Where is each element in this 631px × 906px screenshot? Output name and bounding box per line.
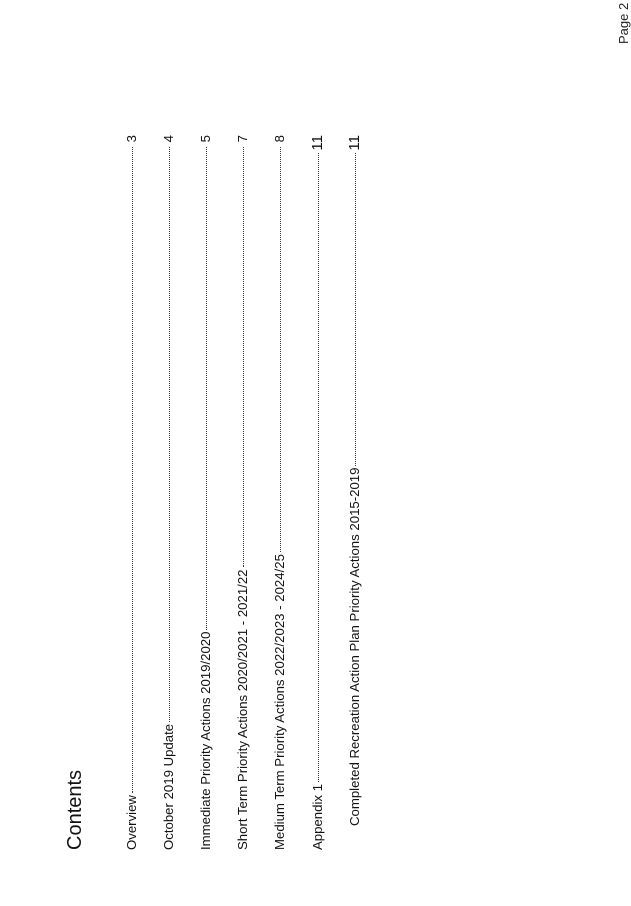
toc-entry-page-number: 11 [346, 135, 363, 151]
toc-entry-page-number: 3 [124, 135, 139, 143]
contents-heading: Contents [64, 769, 86, 850]
page-number-footer: Page 2 [616, 2, 631, 44]
toc-entry-appendix-1[interactable] [309, 135, 346, 850]
toc-dot-leader [355, 153, 356, 466]
toc-entry-page-number: 4 [161, 135, 176, 143]
toc-entry-immediate-priority-actions[interactable] [198, 135, 235, 850]
toc-dot-leader [132, 147, 133, 793]
toc-entry-title: Completed Recreation Action Plan Priority Actions 2015-2019 [347, 467, 362, 826]
toc-entry-title: Medium Term Priority Actions 2022/2023 - 2024/25 [272, 554, 287, 850]
table-of-contents [124, 135, 383, 850]
toc-entry-title: Overview [124, 795, 139, 850]
toc-dot-leader [243, 147, 244, 567]
toc-entry-page-number: 5 [198, 135, 213, 143]
toc-dot-leader [206, 147, 207, 630]
toc-entry-completed-recreation-actions[interactable] [346, 135, 383, 850]
toc-entry-page-number: 7 [235, 135, 250, 143]
toc-dot-leader [169, 147, 170, 722]
toc-entry-october-update[interactable] [161, 135, 198, 850]
toc-entry-title: October 2019 Update [161, 723, 176, 850]
toc-entry-title: Appendix 1 [310, 784, 325, 850]
toc-entry-medium-term-priority-actions[interactable] [272, 135, 309, 850]
toc-dot-leader [318, 153, 319, 782]
toc-entry-short-term-priority-actions[interactable] [235, 135, 272, 850]
toc-entry-title: Short Term Priority Actions 2020/2021 - 2021/22 [235, 569, 250, 850]
toc-entry-page-number: 11 [309, 135, 326, 151]
toc-entry-page-number: 8 [272, 135, 287, 143]
toc-entry-overview[interactable] [124, 135, 161, 850]
toc-dot-leader [280, 147, 281, 552]
toc-entry-title: Immediate Priority Actions 2019/2020 [198, 631, 213, 850]
